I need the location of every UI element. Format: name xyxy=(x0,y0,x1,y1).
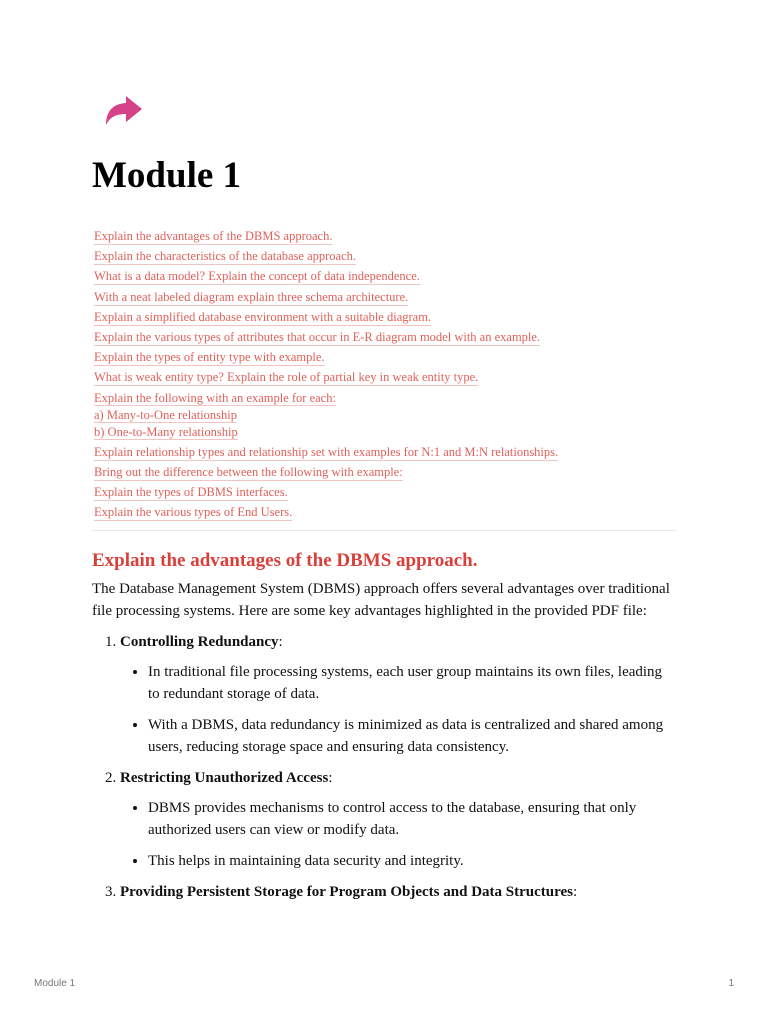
bullet-list xyxy=(120,661,676,758)
table-of-contents xyxy=(94,228,674,524)
toc-link[interactable]: Explain the various types of End Users. xyxy=(94,505,293,520)
toc-link[interactable]: Explain the advantages of the DBMS approach. xyxy=(94,229,333,243)
footer-module-label: Module 1 xyxy=(34,978,76,989)
share-forward-arrow-icon xyxy=(98,92,144,132)
bullet-list xyxy=(120,797,676,872)
toc-link[interactable]: Explain a simplified database environment with a suitable diagram. xyxy=(94,309,432,324)
advantage-item: 3. Providing Persistent Storage for Program Objects and Data Structures: xyxy=(120,881,676,903)
toc-link[interactable]: Explain the types of DBMS interfaces. xyxy=(94,485,288,500)
toc-link-line: a) Many-to-One relationship xyxy=(94,407,238,422)
toc-link[interactable]: What is weak entity type? Explain the role of partial key in weak entity type. xyxy=(94,370,479,385)
toc-link[interactable]: Explain relationship types and relationship set with examples for N:1 and M:N relationships. xyxy=(94,444,559,459)
bullet-item: • This helps in maintaining data security and integrity. xyxy=(148,850,676,872)
section-body xyxy=(92,578,676,911)
toc-link[interactable]: Explain the characteristics of the database approach. xyxy=(94,249,357,264)
toc-link-multiline[interactable] xyxy=(94,390,674,441)
bullet-item: • With a DBMS, data redundancy is minimized as data is centralized and shared among users, reducing storage space and ensuring data consistency. xyxy=(148,714,676,758)
page-title: Module 1 xyxy=(92,155,242,196)
advantages-list xyxy=(92,631,676,903)
toc-link[interactable]: What is a data model? Explain the concept of data independence. xyxy=(94,269,420,284)
divider xyxy=(92,530,676,531)
advantage-item: 1. Controlling Redundancy: • In traditional file processing systems, each user group maintains its own files, leading to redundant storage of data. • With a DBMS, data redundancy is minimized as data is centralized and shared among users, reducing storage space and ensuring data consistency. xyxy=(120,631,676,758)
advantage-item: 2. Restricting Unauthorized Access: • DBMS provides mechanisms to control access to the database, ensuring that only authorized users can view or modify data. • This helps in maintaining data security and integrity. xyxy=(120,767,676,872)
toc-link[interactable]: With a neat labeled diagram explain three schema architecture. xyxy=(94,289,409,304)
section-heading: Explain the advantages of the DBMS approach. xyxy=(92,550,478,571)
bullet-item: • DBMS provides mechanisms to control access to the database, ensuring that only authorized users can view or modify data. xyxy=(148,797,676,841)
bullet-item: • In traditional file processing systems, each user group maintains its own files, leading to redundant storage of data. xyxy=(148,661,676,705)
advantage-title: Restricting Unauthorized Access xyxy=(120,770,329,786)
toc-link[interactable]: Bring out the difference between the following with example: xyxy=(94,464,403,479)
footer-page-number: 1 xyxy=(728,978,734,989)
toc-link[interactable]: Explain the various types of attributes that occur in E-R diagram model with an example. xyxy=(94,329,541,344)
toc-link[interactable]: Explain the types of entity type with example. xyxy=(94,350,325,365)
toc-link-line: b) One-to-Many relationship xyxy=(94,424,238,439)
advantage-title: Controlling Redundancy xyxy=(120,634,279,650)
advantage-title: Providing Persistent Storage for Program Objects and Data Structures xyxy=(120,884,573,900)
intro-paragraph: The Database Management System (DBMS) approach offers several advantages over traditional file processing systems. Here are some key advantages highlighted in the provided PDF file: xyxy=(92,581,670,619)
toc-link-line: Explain the following with an example for each: xyxy=(94,390,336,405)
